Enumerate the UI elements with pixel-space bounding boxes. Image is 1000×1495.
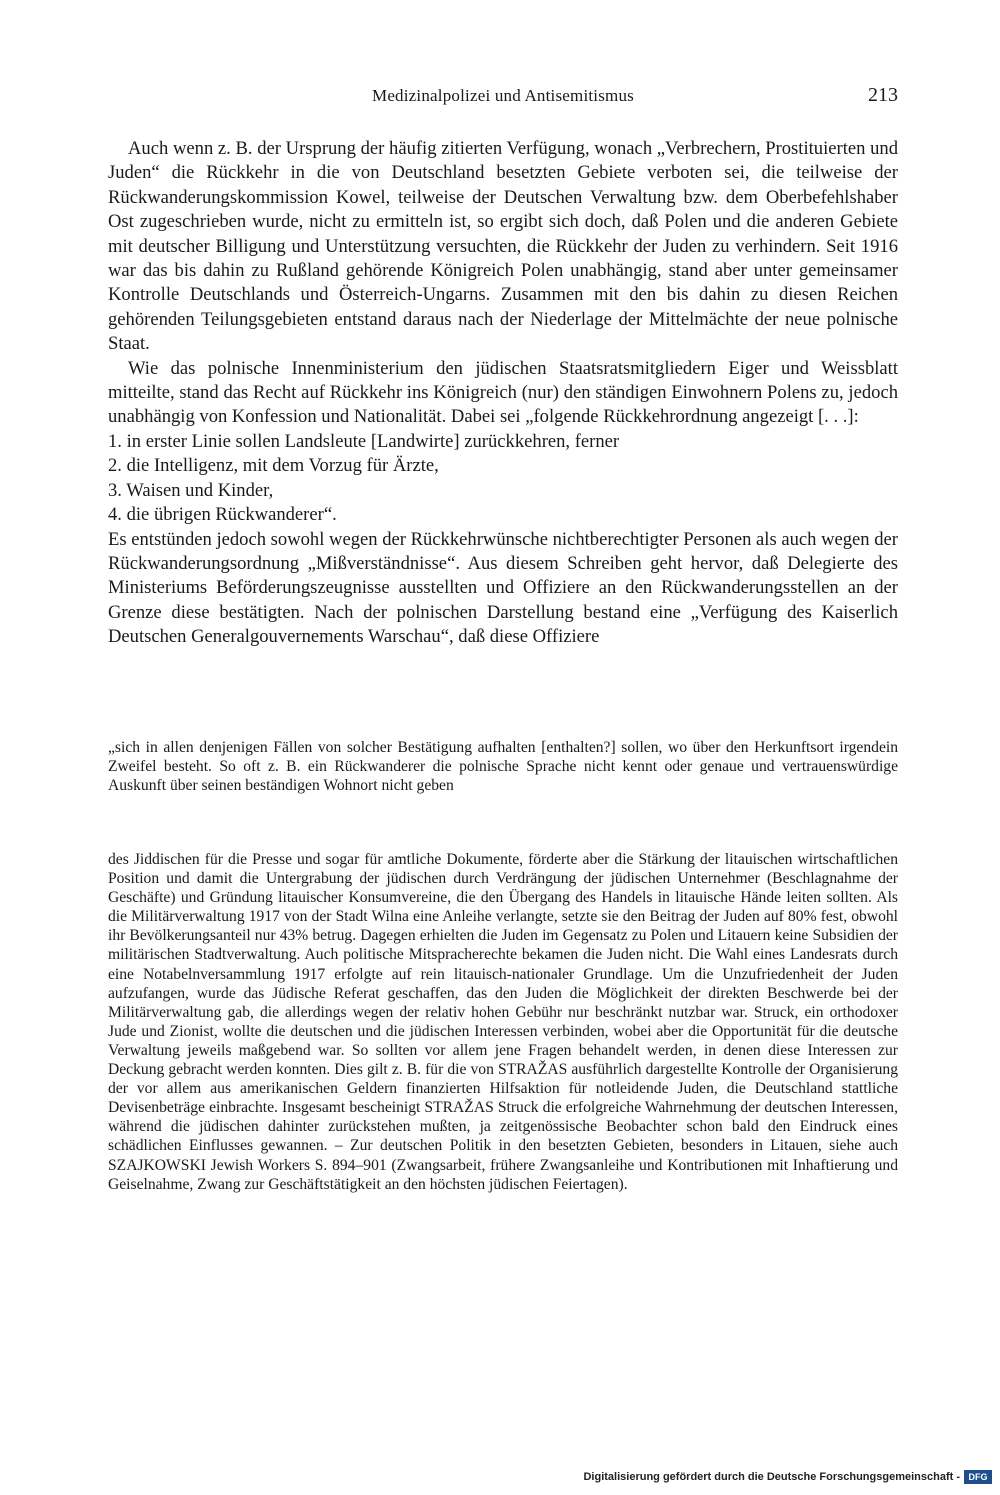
- footnote: des Jiddischen für die Presse und sogar für amtliche Dokumente, förderte aber die Stärkung der litauischen wirtschaftlichen Position und damit die Untergrabung der jüdischen durch Verdrängung der jüdischen Unternehmer (Beschlagnahme der Geschäfte) und Gründung litauischer Konsumvereine, die den Übergang des Handels in litauische Hände leiten sollten. Als die Militärverwaltung 1917 von der Stadt Wilna eine Anleihe verlangte, setzte sie den Beitrag der Juden auf 80% fest, obwohl ihr Bevölkerungsanteil nur 43% betrug. Dagegen erhielten die Juden im Gegensatz zu Polen und Litauern keine Subsidien der militärischen Stadtverwaltung. Auch politische Mitspracherechte bekamen die Juden nicht. Die Wahl eines Landesrats durch eine Notabelnversammlung 1917 erfolgte auf rein litauisch-nationaler Grundlage. Um die Unzufriedenheit der Juden aufzufangen, wurde das Jüdische Referat geschaffen, das den Juden die Möglichkeit der direkten Beschwerde bei der Militärverwaltung gab, die allerdings wegen der relativ hohen Gebühr nur beschränkt nutzbar war. Struck, ein orthodoxer Jude und Zionist, wollte die deutschen und die jüdischen Interessen verbinden, wobei aber die Opportunität für die deutsche Verwaltung jeweils maßgebend war. So sollten vor allem jene Fragen behandelt werden, in denen diese Interessen zur Deckung gebracht werden konnten. Dies gilt z. B. für die von STRAŽAS ausführlich dargestellte Kontrolle der Organisierung der vor allem aus amerikanischen Geldern finanzierten Hilfsaktion für notleidende Juden, die Deutschland stattliche Devisenbeträge einbrachte. Insgesamt bescheinigt STRAŽAS Struck die erfolgreiche Wahrnehmung der deutschen Interessen, während die jüdischen dahinter zurückstehen mußten, ja zeitgenössische Beobachter schon bald den Eindruck eines schädlichen Einflusses gewannen. – Zur deutschen Politik in den besetzten Gebieten, besonders in Litauen, siehe auch SZAJKOWSKI Jewish Workers S. 894–901 (Zwangsarbeit, frühere Zwangsanleihe und Kontributionen mit Inhaftierung und Geiselnahme, Zwang zur Geschäftstätigkeit an den höchsten jüdischen Feiertagen).: [108, 851, 898, 1193]
- paragraph: Wie das polnische Innenministerium den jüdischen Staatsratsmitgliedern Eiger und Weissblatt mitteilte, stand das Recht auf Rückkehr ins Königreich (nur) den ständigen Einwohnern Polens zu, jedoch unabhängig von Konfession und Nationalität. Dabei sei „folgende Rückkehrordnung angezeigt [. . .]:: [108, 357, 898, 428]
- paragraph: Auch wenn z. B. der Ursprung der häufig zitierten Verfügung, wonach „Verbrechern, Prostituierten und Juden“ die Rückkehr in die von Deutschland besetzten Gebiete verboten sei, die teilweise der Rückwanderungskommission Kowel, teilweise der Deutschen Verwaltung bzw. dem Oberbefehlshaber Ost zugeschrieben wurde, nicht zu ermitteln ist, so ergibt sich doch, daß Polen und die anderen Gebiete mit deutscher Billigung und Unterstützung versuchten, die Rückkehr der Juden zu verhindern. Seit 1916 war das bis dahin zu Rußland gehörende Königreich Polen unabhängig, stand aber unter gemeinsamer Kontrolle Deutschlands und Österreich-Ungarns. Zusammen mit den bis dahin zu diesen Reichen gehörenden Teilungsgebieten entstand daraus nach der Niederlage der Mittelmächte der neue polnische Staat.: [108, 138, 898, 355]
- list-item: 2. die Intelligenz, mit dem Vorzug für Ärzte,: [108, 455, 439, 477]
- return-order-list: [108, 430, 898, 528]
- list-item: 4. die übrigen Rückwanderer“.: [108, 504, 337, 526]
- paragraph: Es entstünden jedoch sowohl wegen der Rückkehrwünsche nichtberechtigter Personen als auch wegen der Rückwanderungsordnung „Mißverständnisse“. Aus diesem Schreiben geht hervor, daß Delegierte des Ministeriums Beförderungszeugnisse ausstellten und Offiziere an den Rückwanderungsstellen an der Grenze diese bestätigten. Nach der polnischen Darstellung bestand eine „Verfügung des Kaiserlich Deutschen Generalgouvernements Warschau“, daß diese Offiziere: [108, 528, 898, 648]
- digitization-credit: [583, 1469, 992, 1485]
- dfg-logo: DFG: [964, 1470, 992, 1484]
- block-quote: „sich in allen denjenigen Fällen von solcher Bestätigung aufhalten [enthalten?] sollen, wo über den Herkunftsort irgendein Zweifel besteht. So oft z. B. ein Rückwanderer die polnische Sprache nicht kennt oder genaue und vertrauenswürdige Auskunft über seinen beständigen Wohnort nicht geben: [108, 739, 898, 794]
- list-item: 1. in erster Linie sollen Landsleute [Landwirte] zurückkehren, ferner: [108, 430, 620, 452]
- running-title: Medizinalpolizei und Antisemitismus: [372, 86, 634, 105]
- page-number: 213: [868, 84, 898, 106]
- credit-text: Digitalisierung gefördert durch die Deutsche Forschungsgemeinschaft -: [583, 1471, 960, 1483]
- list-item: 3. Waisen und Kinder,: [108, 479, 274, 501]
- running-head: [108, 86, 898, 110]
- main-text: [108, 137, 898, 650]
